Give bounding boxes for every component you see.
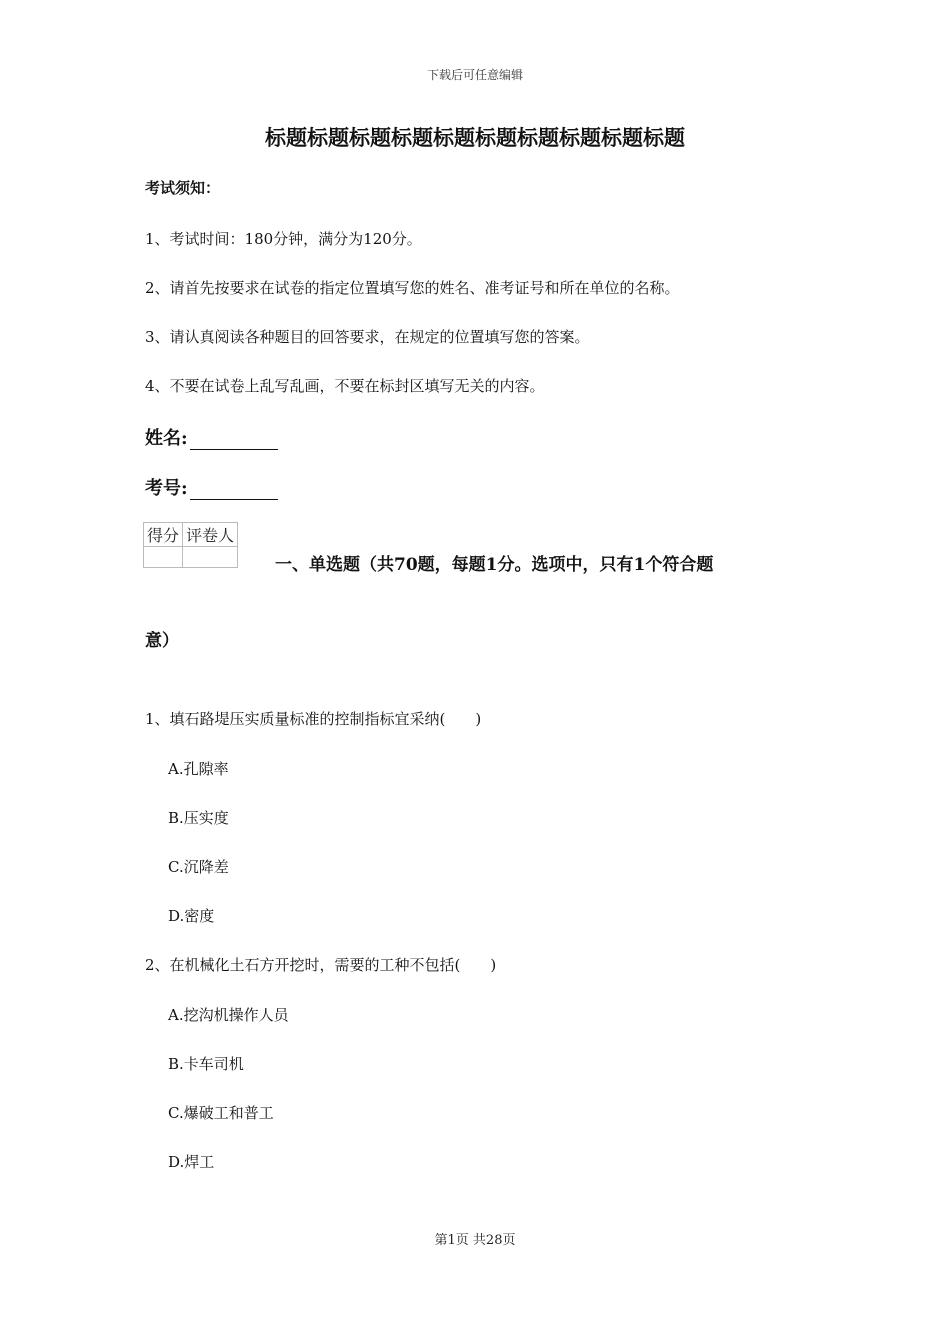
question-option: C.爆破工和普工 bbox=[168, 1104, 274, 1122]
notice-item: 4、不要在试卷上乱写乱画，不要在标封区填写无关的内容。 bbox=[145, 377, 545, 395]
section-title: 一、单选题（共70题，每题1分。选项中，只有1个符合题 bbox=[275, 555, 714, 575]
question-option: D.焊工 bbox=[168, 1153, 215, 1171]
question-option: B.卡车司机 bbox=[168, 1055, 244, 1073]
question-option: A.挖沟机操作人员 bbox=[168, 1006, 289, 1024]
grader-cell[interactable] bbox=[183, 547, 238, 568]
question-stem: 1、填石路堤压实质量标准的控制指标宜采纳( ) bbox=[145, 710, 482, 728]
question-stem: 2、在机械化土石方开挖时，需要的工种不包括( ) bbox=[145, 956, 497, 974]
question-option: D.密度 bbox=[168, 907, 215, 925]
exam-id-blank[interactable] bbox=[190, 481, 278, 500]
exam-id-field bbox=[145, 474, 278, 500]
notice-item: 2、请首先按要求在试卷的指定位置填写您的姓名、准考证号和所在单位的名称。 bbox=[145, 279, 680, 297]
question-option: B.压实度 bbox=[168, 809, 229, 827]
score-table bbox=[143, 522, 238, 568]
document-title: 标题标题标题标题标题标题标题标题标题标题 bbox=[265, 125, 685, 150]
notice-item: 3、请认真阅读各种题目的回答要求，在规定的位置填写您的答案。 bbox=[145, 328, 590, 346]
score-cell[interactable] bbox=[144, 547, 183, 568]
header-note: 下载后可任意编辑 bbox=[426, 68, 523, 82]
score-header: 得分 bbox=[144, 523, 183, 547]
notice-heading: 考试须知： bbox=[145, 179, 221, 197]
exam-id-label: 考号: bbox=[145, 478, 188, 499]
name-label: 姓名: bbox=[145, 428, 188, 449]
section-title-continued: 意） bbox=[145, 631, 179, 651]
notice-item: 1、考试时间：180分钟，满分为120分。 bbox=[145, 230, 422, 248]
question-option: C.沉降差 bbox=[168, 858, 229, 876]
page-footer: 第1页 共28页 bbox=[434, 1233, 516, 1248]
question-option: A.孔隙率 bbox=[168, 760, 229, 778]
grader-header: 评卷人 bbox=[183, 523, 238, 547]
name-field bbox=[145, 424, 278, 450]
name-blank[interactable] bbox=[190, 431, 278, 450]
